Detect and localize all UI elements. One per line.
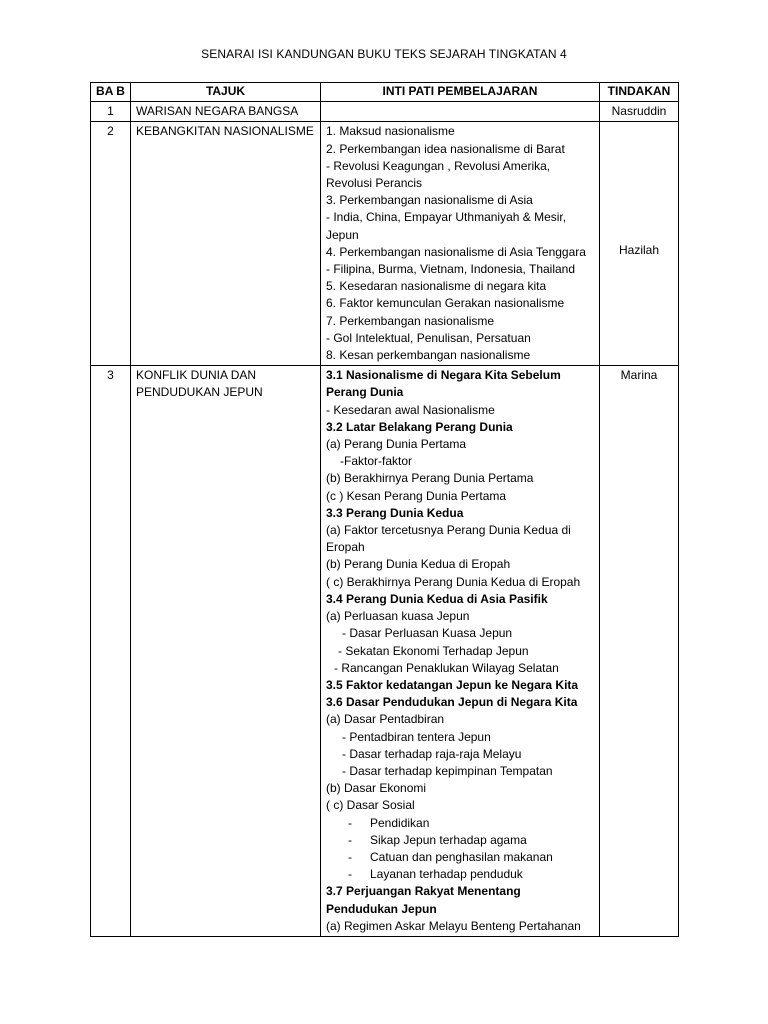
inti-pati-line: (b) Dasar Ekonomi xyxy=(326,781,427,796)
inti-pati-line: 1. Maksud nasionalisme xyxy=(326,124,455,139)
contents-table xyxy=(90,82,679,937)
inti-pati-line: 8. Kesan perkembangan nasionalisme xyxy=(326,348,531,363)
inti-pati-line: (a) Regimen Askar Melayu Benteng Pertahanan xyxy=(326,918,581,933)
section-heading: 3.2 Latar Belakang Perang Dunia xyxy=(326,419,513,434)
bullet-item xyxy=(326,866,594,883)
bullet-text: Layanan terhadap penduduk xyxy=(370,867,523,882)
bab-number: 1 xyxy=(91,102,131,122)
inti-pati-line: - Filipina, Burma, Vietnam, Indonesia, Thailand xyxy=(326,262,576,277)
table-row xyxy=(91,102,679,122)
inti-pati-subline: - Dasar terhadap kepimpinan Tempatan xyxy=(342,763,553,778)
tindakan-cell xyxy=(600,122,679,366)
inti-pati-line: - Revolusi Keagungan , Revolusi Amerika, Revolusi Perancis xyxy=(326,158,551,191)
bullet-text: Catuan dan penghasilan makanan xyxy=(370,849,553,864)
section-heading: 3.7 Perjuangan Rakyat Menentang Pendudukan Jepun xyxy=(326,884,521,916)
inti-pati-line: 2. Perkembangan idea nasionalisme di Barat xyxy=(326,141,565,156)
table-header-row xyxy=(91,83,679,102)
tajuk-cell: KONFLIK DUNIA DAN PENDUDUKAN JEPUN xyxy=(131,366,321,937)
section-heading: 3.6 Dasar Pendudukan Jepun di Negara Kita xyxy=(326,695,578,710)
header-tindakan: TINDAKAN xyxy=(600,83,679,102)
inti-pati-line: (a) Faktor tercetusnya Perang Dunia Kedua di Eropah xyxy=(326,523,571,555)
inti-pati-line: 6. Faktor kemunculan Gerakan nasionalisme xyxy=(326,296,565,311)
inti-pati-line: (a) Perang Dunia Pertama xyxy=(326,437,467,452)
inti-pati-subline: - Dasar Perluasan Kuasa Jepun xyxy=(342,626,513,641)
inti-pati-subline: - Sekatan Ekonomi Terhadap Jepun xyxy=(338,643,529,658)
inti-pati-subline: - Rancangan Penaklukan Wilayag Selatan xyxy=(334,660,559,675)
tajuk-cell: KEBANGKITAN NASIONALISME xyxy=(131,122,321,366)
inti-pati-cell xyxy=(321,366,600,937)
inti-pati-subline: -Faktor-faktor xyxy=(340,454,413,469)
tindakan-cell: Nasruddin xyxy=(600,102,679,122)
bullet-text: Sikap Jepun terhadap agama xyxy=(370,832,527,847)
bab-number: 3 xyxy=(91,366,131,937)
inti-pati-line: (b) Berakhirnya Perang Dunia Pertama xyxy=(326,471,534,486)
bullet-item xyxy=(326,849,594,866)
header-tajuk: TAJUK xyxy=(131,83,321,102)
inti-pati-line: ( c) Dasar Sosial xyxy=(326,798,415,813)
inti-pati-line: - Gol Intelektual, Penulisan, Persatuan xyxy=(326,330,531,345)
header-inti-pati: INTI PATI PEMBELAJARAN xyxy=(321,83,600,102)
table-row xyxy=(91,122,679,366)
section-heading: 3.5 Faktor kedatangan Jepun ke Negara Kita xyxy=(326,677,579,692)
tindakan-cell: Marina xyxy=(600,366,679,937)
tindakan-name: Hazilah xyxy=(618,243,660,258)
inti-pati-line: 5. Kesedaran nasionalisme di negara kita xyxy=(326,279,547,294)
inti-pati-cell xyxy=(321,102,600,122)
inti-pati-line: - India, China, Empayar Uthmaniyah & Mesir, Jepun xyxy=(326,210,567,242)
section-heading: 3.1 Nasionalisme di Negara Kita Sebelum Perang Dunia xyxy=(326,368,561,400)
dash-bullet: - xyxy=(348,849,352,864)
inti-pati-line: - Kesedaran awal Nasionalisme xyxy=(326,402,495,417)
dash-bullet: - xyxy=(348,867,352,882)
inti-pati-subline: - Pentadbiran tentera Jepun xyxy=(342,729,491,744)
inti-pati-line: (b) Perang Dunia Kedua di Eropah xyxy=(326,557,511,572)
dash-bullet: - xyxy=(348,815,352,830)
inti-pati-line: (a) Dasar Pentadbiran xyxy=(326,712,445,727)
document-title: SENARAI ISI KANDUNGAN BUKU TEKS SEJARAH TINGKATAN 4 xyxy=(201,47,567,61)
bullet-item xyxy=(326,832,594,849)
inti-pati-line: 7. Perkembangan nasionalisme xyxy=(326,313,495,328)
section-heading: 3.4 Perang Dunia Kedua di Asia Pasifik xyxy=(326,591,548,606)
bullet-item xyxy=(326,815,594,832)
inti-pati-line: 3. Perkembangan nasionalisme di Asia xyxy=(326,193,533,208)
bab-number: 2 xyxy=(91,122,131,366)
inti-pati-cell xyxy=(321,122,600,366)
header-bab: BA B xyxy=(91,83,131,102)
bullet-text: Pendidikan xyxy=(370,815,430,830)
inti-pati-line: ( c) Berakhirnya Perang Dunia Kedua di Eropah xyxy=(326,574,581,589)
inti-pati-line: 4. Perkembangan nasionalisme di Asia Tenggara xyxy=(326,244,586,259)
inti-pati-line: (c ) Kesan Perang Dunia Pertama xyxy=(326,488,507,503)
inti-pati-subline: - Dasar terhadap raja-raja Melayu xyxy=(342,746,522,761)
section-heading: 3.3 Perang Dunia Kedua xyxy=(326,505,464,520)
inti-pati-line: (a) Perluasan kuasa Jepun xyxy=(326,609,470,624)
dash-bullet: - xyxy=(348,832,352,847)
table-row xyxy=(91,366,679,937)
tajuk-cell: WARISAN NEGARA BANGSA xyxy=(131,102,321,122)
